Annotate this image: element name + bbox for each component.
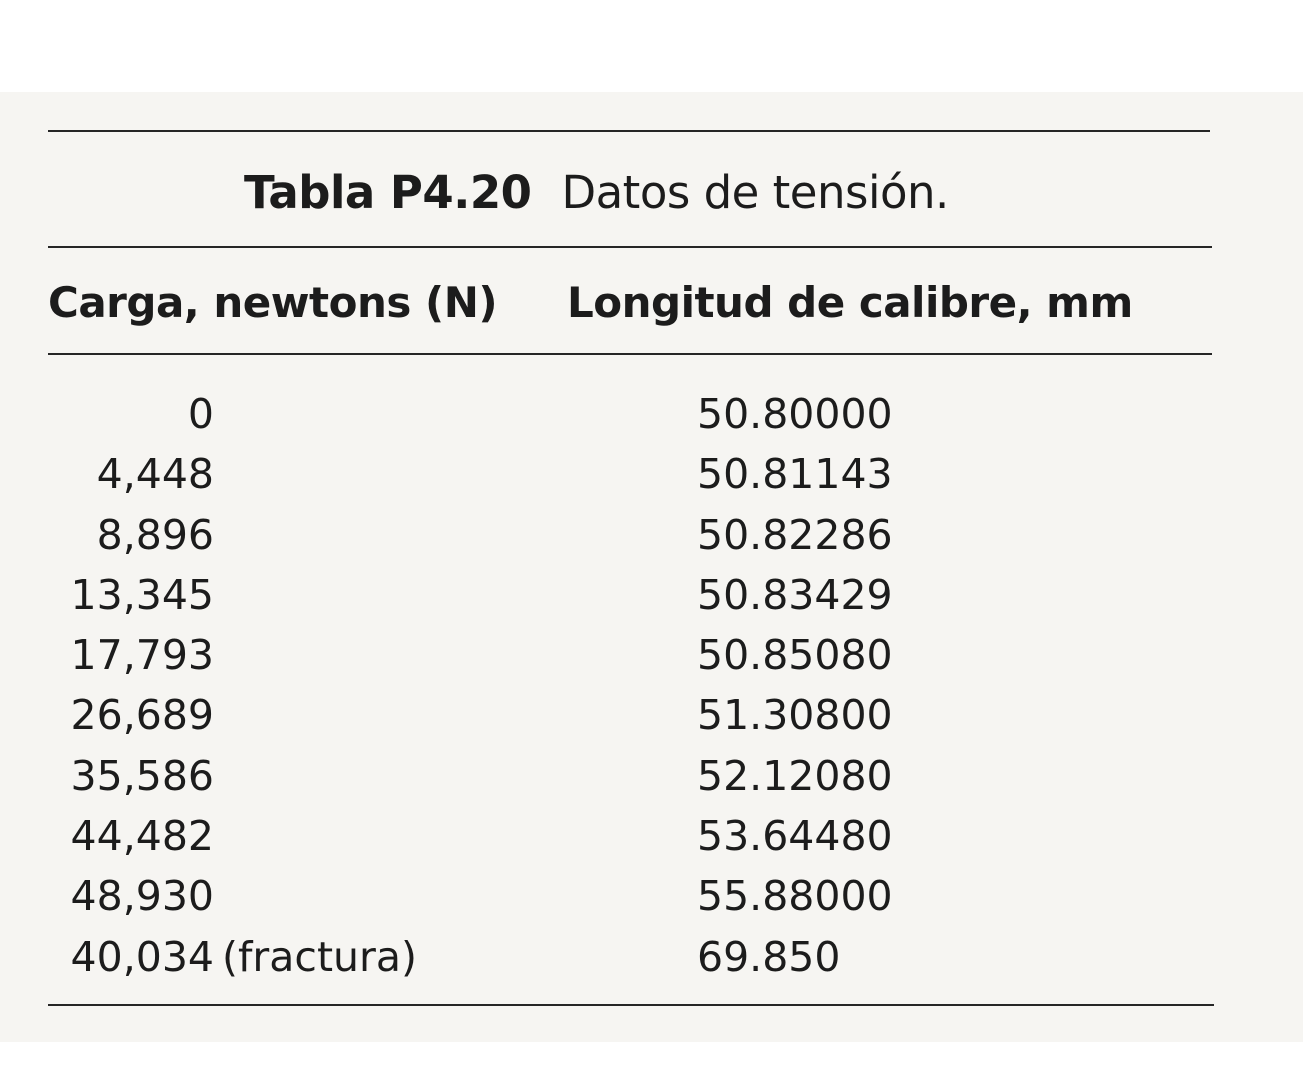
table-row	[0, 927, 1303, 987]
gauge-length-cell: 53.64480	[697, 812, 893, 861]
caption-rule	[48, 246, 1212, 248]
fracture-note: (fractura)	[222, 932, 417, 981]
table-row	[0, 565, 1303, 625]
load-cell: 13,345	[70, 570, 214, 619]
load-cell: 48,930	[70, 872, 214, 921]
load-cell: 17,793	[70, 631, 214, 680]
table-body	[0, 384, 1303, 987]
gauge-length-cell: 50.80000	[697, 390, 893, 438]
table-top-rule	[48, 130, 1210, 132]
table-caption	[244, 166, 949, 219]
table-row	[0, 746, 1303, 806]
load-cell: 44,482	[70, 812, 214, 861]
column-header-gauge-length: Longitud de calibre, mm	[567, 278, 1133, 327]
table-row	[0, 685, 1303, 745]
gauge-length-cell: 52.12080	[697, 751, 893, 800]
table-row	[0, 505, 1303, 565]
gauge-length-cell: 50.85080	[697, 631, 893, 680]
table-row	[0, 806, 1303, 866]
header-rule	[48, 353, 1212, 355]
table-row	[0, 866, 1303, 926]
table-row	[0, 625, 1303, 685]
table-number: Tabla P4.20	[244, 166, 532, 219]
gauge-length-cell: 50.83429	[697, 570, 893, 619]
load-cell: 0	[187, 390, 214, 438]
gauge-length-cell: 50.81143	[697, 450, 893, 499]
load-cell: 35,586	[70, 751, 214, 800]
column-header-load: Carga, newtons (N)	[48, 278, 498, 327]
gauge-length-cell: 69.850	[697, 932, 841, 981]
gauge-length-cell: 51.30800	[697, 691, 893, 740]
gauge-length-cell: 50.82286	[697, 510, 893, 559]
table-title: Datos de tensión.	[561, 166, 949, 219]
load-cell: 26,689	[70, 691, 214, 740]
table-row	[0, 384, 1303, 444]
gauge-length-cell: 55.88000	[697, 872, 893, 921]
table-bottom-rule	[48, 1004, 1214, 1006]
load-cell: 8,896	[96, 510, 214, 559]
load-cell: 40,034 (fractura)	[70, 932, 417, 981]
table-row	[0, 444, 1303, 504]
load-cell: 4,448	[96, 450, 214, 499]
